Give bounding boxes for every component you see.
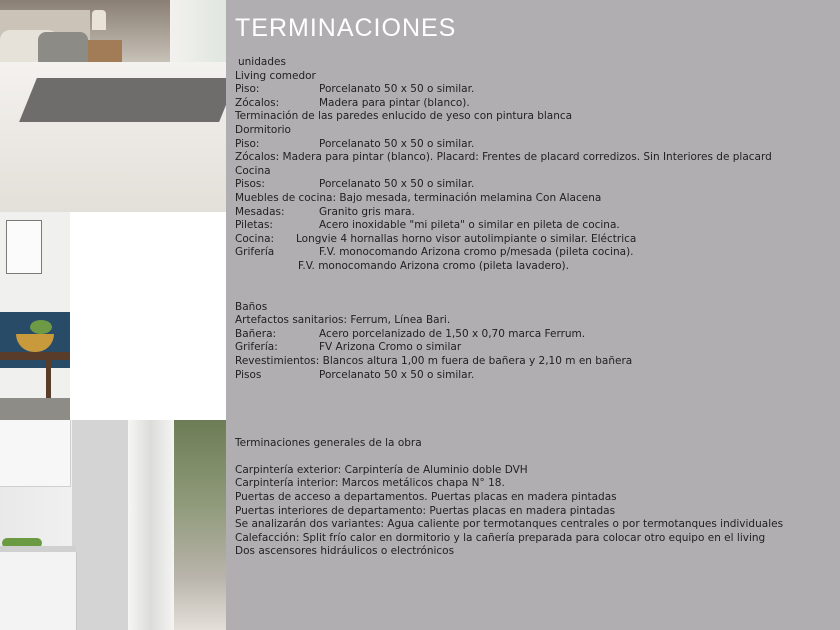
- spec-indent: [235, 260, 298, 274]
- section-heading: [235, 437, 840, 451]
- spec-label: Pisos: [235, 368, 262, 381]
- lower-cabinet: [0, 552, 77, 630]
- spec-row: [235, 545, 840, 559]
- spec-row: [235, 314, 840, 328]
- generales-heading: Terminaciones generales de la obra: [235, 436, 422, 449]
- spec-value: Terminación de las paredes enlucido de yeso con pintura blanca: [235, 110, 573, 123]
- spec-value: Revestimientos: Blancos altura 1,00 m fuera de bañera y 2,10 m en bañera: [235, 355, 633, 368]
- units-text: unidades: [238, 56, 286, 68]
- bedroom-photo: [0, 0, 226, 212]
- spec-row: [235, 532, 840, 546]
- living-heading: Living comedor: [235, 69, 316, 82]
- spec-value: Granito gris mara.: [319, 205, 415, 218]
- upper-cabinet: [0, 420, 71, 487]
- spec-value: Calefacción: Split frío calor en dormitorio y la cañería preparada para colocar otro equipo en el living: [235, 531, 766, 544]
- finishes-panel: [226, 0, 840, 630]
- kitchen-wall: [72, 420, 128, 630]
- spec-value: FV Arizona Cromo o similar: [319, 341, 462, 354]
- spec-label: Grifería: [235, 246, 275, 259]
- spec-label: Grifería:: [235, 341, 278, 354]
- spec-value: Porcelanato 50 x 50 o similar.: [319, 137, 475, 150]
- cocina-heading: Cocina: [235, 164, 271, 177]
- spec-row: [235, 491, 840, 505]
- banos-heading: Baños: [235, 300, 268, 313]
- spec-value: Carpintería exterior: Carpintería de Aluminio doble DVH: [235, 463, 528, 476]
- spec-value: Muebles de cocina: Bajo mesada, terminación melamina Con Alacena: [235, 191, 602, 204]
- spec-row: [235, 151, 840, 165]
- section-heading: [235, 124, 840, 138]
- spec-value: Puertas interiores de departamento: Puertas placas en madera pintadas: [235, 504, 616, 517]
- kitchen-window: [174, 420, 226, 630]
- spec-value: Carpintería interior: Marcos metálicos chapa N° 18.: [235, 477, 505, 490]
- spec-value: Acero porcelanizado de 1,50 x 0,70 marca Ferrum.: [319, 327, 586, 340]
- bed-throw: [19, 78, 226, 122]
- section-heading: [235, 301, 840, 315]
- coffee-table: [0, 352, 70, 360]
- spec-row: [235, 206, 840, 220]
- dormitorio-heading: Dormitorio: [235, 123, 291, 136]
- section-heading: [235, 165, 840, 179]
- spec-label: Zócalos:: [235, 96, 280, 109]
- spec-row: [235, 464, 840, 478]
- finishes-body: [235, 56, 840, 559]
- spec-row: [235, 97, 840, 111]
- spec-row: [235, 518, 840, 532]
- spec-value: Zócalos: Madera para pintar (blanco). Placard: Frentes de placard corredizos. Sin Interiores de placard: [235, 151, 772, 164]
- spec-row: [235, 110, 840, 124]
- kitchen-photo: [0, 420, 226, 630]
- spec-row: [235, 369, 840, 383]
- wall-art: [6, 220, 42, 274]
- spec-label: Pisos:: [235, 178, 265, 191]
- plant: [30, 320, 52, 334]
- spec-row: [235, 138, 840, 152]
- spec-value: Porcelanato 50 x 50 o similar.: [319, 83, 475, 96]
- spec-row: [235, 328, 840, 342]
- curtain: [128, 420, 174, 630]
- section-heading: [235, 70, 840, 84]
- spec-value: Puertas de acceso a departamentos. Puertas placas en madera pintadas: [235, 491, 617, 503]
- spec-row: [235, 341, 840, 355]
- spec-value: Artefactos sanitarios: Ferrum, Línea Bari.: [235, 314, 451, 327]
- spec-value: Madera para pintar (blanco).: [319, 96, 470, 109]
- spec-label: Bañera:: [235, 327, 277, 340]
- spec-label: Piso:: [235, 83, 260, 96]
- spec-value: Longvie 4 hornallas horno visor autolimpiante o similar. Eléctrica: [296, 232, 637, 245]
- spec-row: [235, 83, 840, 97]
- spec-row: [235, 192, 840, 206]
- spec-row: [235, 505, 840, 519]
- spec-value: Porcelanato 50 x 50 o similar.: [319, 368, 475, 381]
- spec-row: [235, 260, 840, 274]
- spec-label: Cocina:: [235, 232, 275, 245]
- spec-label: Piso:: [235, 137, 260, 150]
- spec-value: Dos ascensores hidráulicos o electrónicos: [235, 545, 455, 558]
- lamp: [92, 10, 106, 30]
- spec-value: F.V. monocomando Arizona cromo (pileta lavadero).: [298, 259, 569, 272]
- units-line: [235, 56, 840, 70]
- spec-value: Porcelanato 50 x 50 o similar.: [319, 178, 475, 191]
- spec-value: F.V. monocomando Arizona cromo p/mesada (pileta cocina).: [319, 246, 634, 259]
- spec-value: Acero inoxidable "mi pileta" o similar en pileta de cocina.: [319, 219, 620, 232]
- nightstand: [82, 40, 122, 64]
- spec-row: [235, 178, 840, 192]
- living-room-photo: [0, 212, 226, 420]
- rug: [0, 398, 70, 420]
- spec-row: [235, 219, 840, 233]
- spec-label: Piletas:: [235, 219, 273, 232]
- page-title: TERMINACIONES: [235, 14, 457, 42]
- spec-row: [235, 355, 840, 369]
- spec-label: Mesadas:: [235, 205, 285, 218]
- spec-row: [235, 233, 840, 247]
- spec-value: Se analizarán dos variantes: Agua caliente por termotanques centrales o por termotanques individuales: [235, 518, 784, 531]
- spec-row: [235, 246, 840, 260]
- spec-row: [235, 477, 840, 491]
